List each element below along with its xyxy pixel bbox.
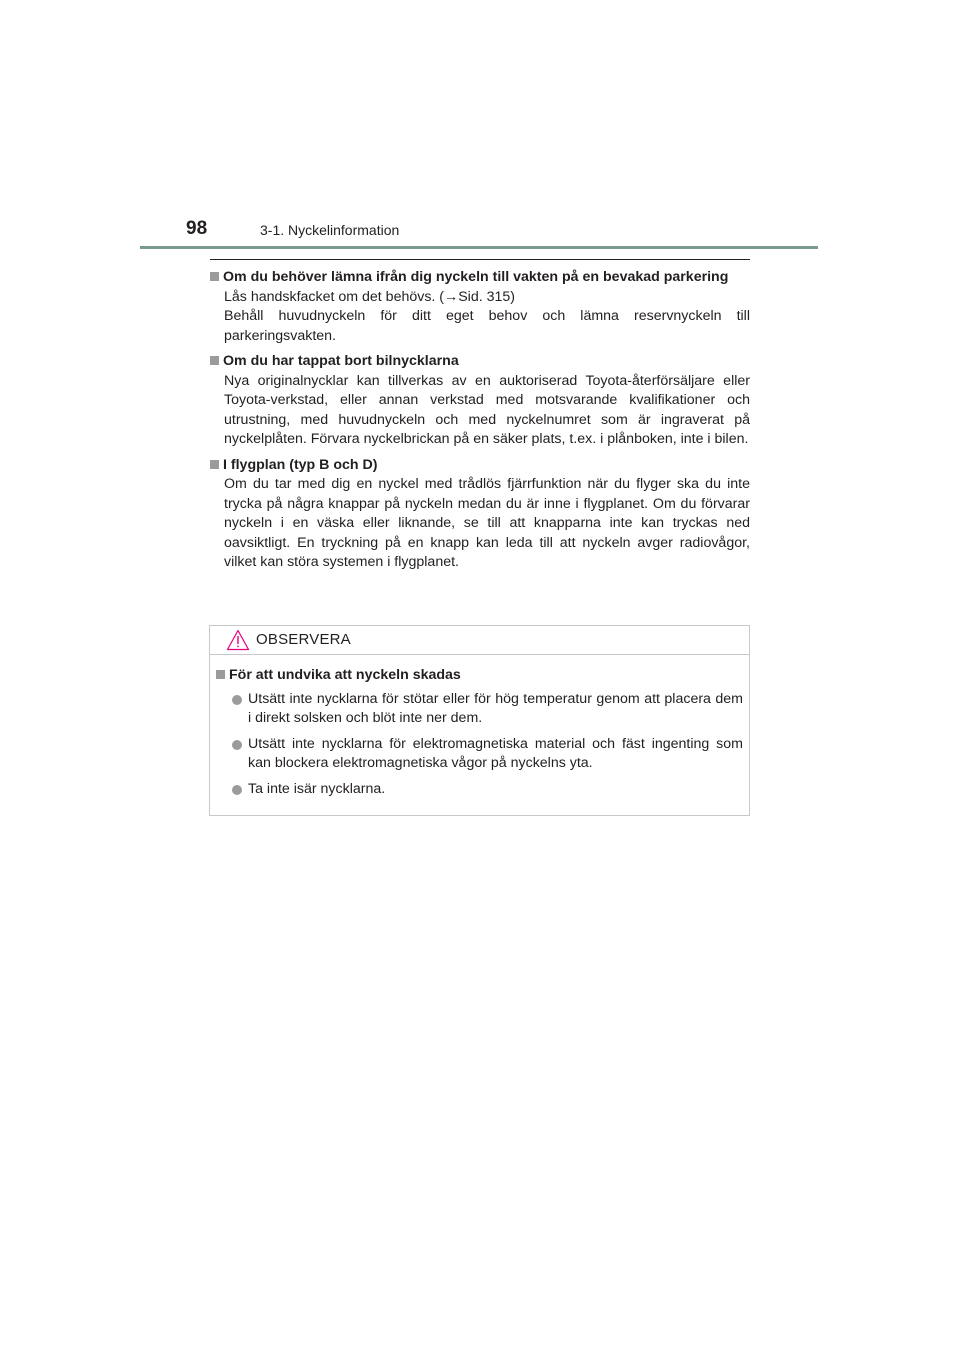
section-heading: I flygplan (typ B och D) — [223, 456, 378, 473]
square-bullet-icon — [210, 272, 219, 281]
list-item: Utsätt inte nycklarna för elektromagnetiska material och fäst ingenting som kan blockera elektromagnetiska vågor på nyckelns yta. — [216, 735, 743, 774]
content-top-rule — [210, 259, 750, 260]
section-airplane — [210, 456, 750, 573]
paragraph: Lås handskfacket om det behövs. (→Sid. 315) — [224, 288, 516, 305]
section-title: 3-1. Nyckelinformation — [260, 222, 400, 238]
paragraph: Behåll huvudnyckeln för ditt eget behov och lämna reservnyckeln till parkeringsvakten. — [224, 308, 750, 344]
circle-bullet-icon — [232, 695, 242, 705]
caution-header — [210, 626, 749, 655]
caution-heading: För att undvika att nyckeln skadas — [229, 667, 461, 683]
section-heading: Om du har tappat bort bilnycklarna — [223, 353, 459, 369]
section-lost-keys — [210, 352, 750, 450]
section-valet-parking — [210, 268, 750, 346]
caution-title: OBSERVERA — [256, 631, 351, 649]
page-number: 98 — [186, 218, 208, 239]
square-bullet-icon — [216, 670, 225, 679]
caution-box — [209, 625, 750, 816]
content — [210, 268, 750, 579]
square-bullet-icon — [210, 460, 219, 469]
paragraph: Nya originalnycklar kan tillverkas av en auktoriserad Toyota-återförsäljare eller Toyota-verkstad, eller annan verkstad med motsvarande kvalifikationer och utrustning, med huvudnyckeln och med nyckelnumret som är ingraverat på nyckelplåten. Förvara nyckelbrickan på en säker plats, t.ex. i plånboken, inte i bilen. — [224, 372, 750, 447]
section-heading: Om du behöver lämna ifrån dig nyckeln till vakten på en bevakad parkering — [223, 269, 729, 285]
page-header — [140, 210, 818, 249]
list-item: Utsätt inte nycklarna för stötar eller för hög temperatur genom att placera dem i direkt solsken och blöt inte ner dem. — [216, 690, 743, 729]
circle-bullet-icon — [232, 740, 242, 750]
paragraph: Om du tar med dig en nyckel med trådlös fjärrfunktion när du flyger ska du inte trycka på några knappar på nyckeln medan du är inne i flygplanet. Om du förvarar nyckeln i en väska eller liknande, se till att knapparna inte kan tryckas ned oavsiktligt. En tryckning på en knapp kan leda till att nyckeln avger radiovågor, vilket kan störa systemen i flygplanet. — [224, 476, 750, 570]
warning-triangle-icon — [226, 629, 250, 651]
list-item: Ta inte isär nycklarna. — [216, 780, 743, 800]
circle-bullet-icon — [232, 785, 242, 795]
square-bullet-icon — [210, 356, 219, 365]
